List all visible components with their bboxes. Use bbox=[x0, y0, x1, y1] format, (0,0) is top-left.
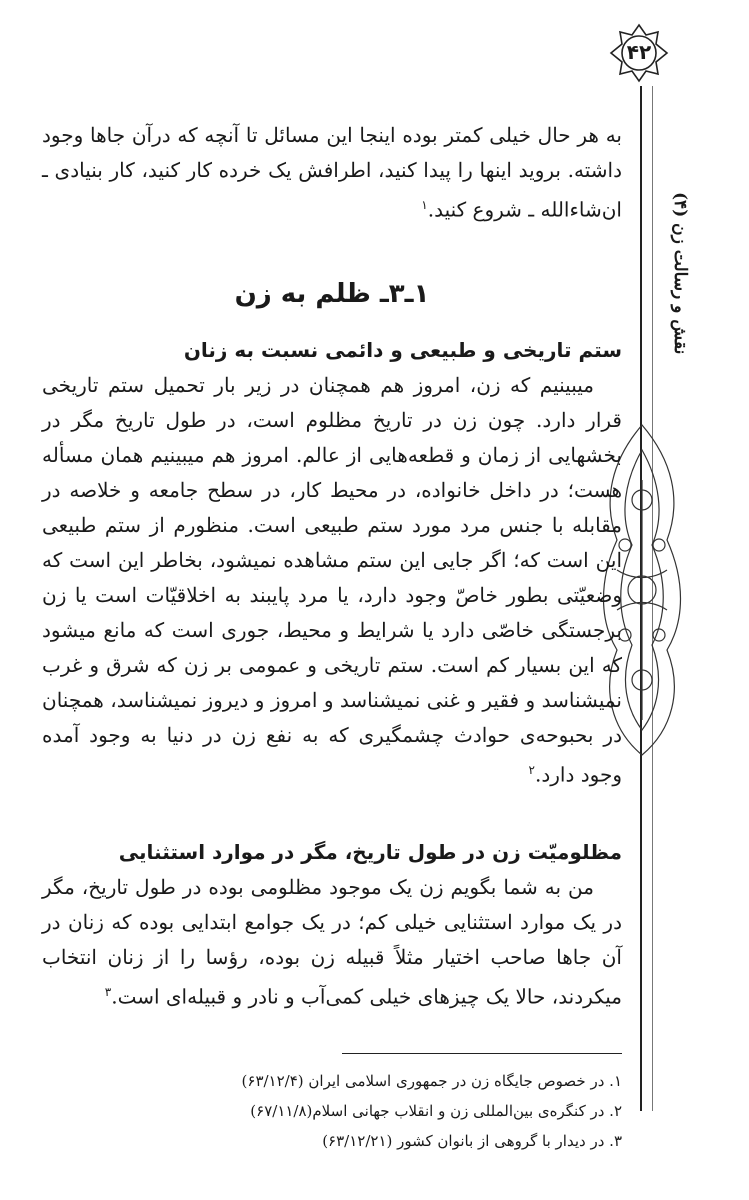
page-body bbox=[42, 118, 622, 1015]
footnotes bbox=[42, 1066, 622, 1156]
footnote-ref: ۲ bbox=[528, 762, 535, 777]
footnote-ref: ۱ bbox=[421, 198, 428, 212]
footnote-ref: ۳ bbox=[104, 985, 112, 1000]
running-head: نقش و رسالت زن (۴) bbox=[670, 192, 690, 355]
section-title: ۱ـ۳ـ ظلم به زن bbox=[234, 278, 430, 309]
body-paragraph: میبینیم که زن، امروز هم همچنان در زیر بار تحمیل ستم تاریخی قرار دارد. چون زن در تاریخ مظلوم است، در طول تاریخ مگر در بخشهایی از زمان و قطعه‌هایی از عالم. امروز هم میبینیم همان مسأله هست؛ در داخل خانواده، در محیط کار، در سطح جامعه و خلاصه در مقابله با جنس مرد مورد ستم طبیعی است. منظورم از ستم طبیعی این است که؛ اگر جایی این ستم مشاهده نمیشود، بخاطر این است که وضعیّتی بطور خاصّ وجود دارد، یا مرد پایبند به اخلاقیّات است یا زن برجستگی خاصّی دارد یا شرایط و محیط، جوری است که مانع میشود که این بسیار کم است. ستم تاریخی و عمومی بر زن که شرق و غرب نمیشناسد و فقیر و غنی نمیشناسد و امروز و دیروز نمیشناسد، همچنان در بحبوحه‌ی حوادث چشمگیری که به نفع زن در دنیا به وجود آمده وجود دارد.$^۲$ bbox=[42, 372, 622, 787]
body-paragraph: من به شما بگویم زن یک موجود مظلومی بوده در طول تاریخ، مگر در یک موارد استثنایی خیلی کم؛ در یک جوامع ابتدایی بوده که زنان در آن جاها صاحب اختیار مثلاً قبیله زن بوده، رؤسا را از زنان انتخاب میکردند، حالا یک چیزهای خیلی کمی‌آب و نادر و قبیله‌ای است.$^۳$ bbox=[42, 875, 622, 1009]
footnote: ۳. در دیدار با گروهی از بانوان کشور (۶۳/۱۲/۲۱) bbox=[322, 1132, 622, 1150]
intro-paragraph: به هر حال خیلی کمتر بوده اینجا این مسائل تا آنچه که درآن جاها وجود داشته. بروید اینها را پیدا کنید، اطرافش یک خرده کار کنید، کار بنیادی ـ ان‌شاءالله ـ شروع کنید.$^۱$ bbox=[42, 123, 622, 222]
page-number-badge bbox=[608, 22, 670, 84]
footnote: ۲. در کنگره‌ی بین‌المللی زن و انقلاب جهانی اسلام(۶۷/۱۱/۸) bbox=[250, 1102, 622, 1120]
page-number: ۴۲ bbox=[626, 40, 652, 64]
subheading: ستم تاریخی و طبیعی و دائمی نسبت به زنان bbox=[183, 337, 622, 362]
footnote-divider bbox=[342, 1053, 622, 1054]
subheading: مظلومیّت زن در طول تاریخ، مگر در موارد استثنایی bbox=[118, 840, 622, 865]
footnote: ۱. در خصوص جایگاه زن در جمهوری اسلامی ایران (۶۳/۱۲/۴) bbox=[241, 1072, 622, 1090]
